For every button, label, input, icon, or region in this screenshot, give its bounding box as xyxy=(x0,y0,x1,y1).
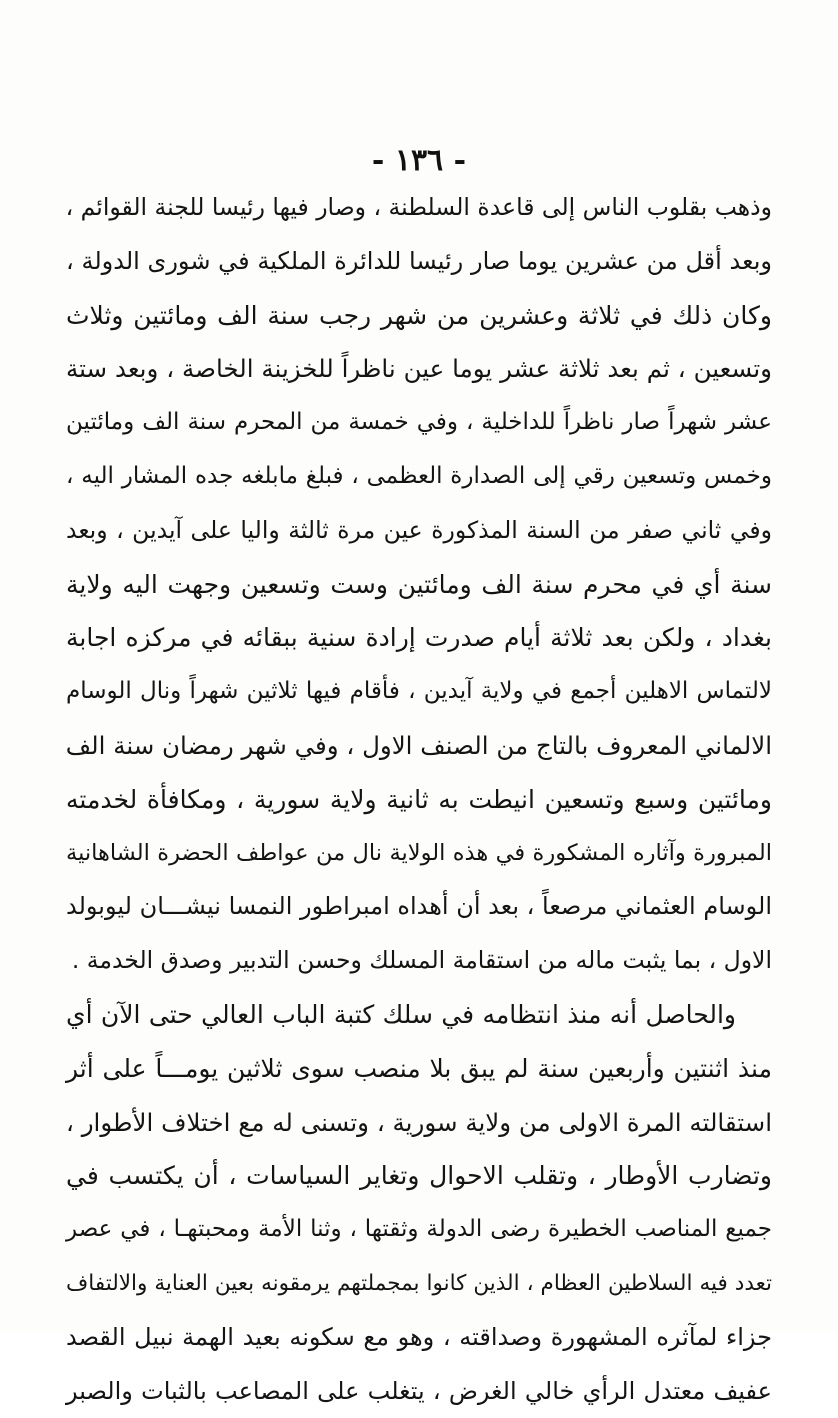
text-line: جزاء لمآثره المشهورة وصداقته ، وهو مع سكونه بعيد الهمة نبيل القصد xyxy=(66,1322,772,1351)
text-line: بغداد ، ولكن بعد ثلاثة أيام صدرت إرادة سنية ببقائه في مركزه اجابة xyxy=(66,623,772,653)
text-line: وذهب بقلوب الناس إلى قاعدة السلطنة ، وصار فيها رئيسا للجنة القوائم ، xyxy=(65,193,772,221)
text-line: ومائتين وسبع وتسعين انيطت به ثانية ولاية سورية ، ومكافأة لخدمته xyxy=(66,784,772,814)
text-line: عشر شهراً صار ناظراً للداخلية ، وفي خمسة من المحرم سنة الف ومائتين xyxy=(66,409,772,436)
text-line: سنة أي في محرم سنة الف ومائتين وست وتسعين وجهت اليه ولاية xyxy=(66,569,772,599)
text-line: وتضارب الأوطار ، وتقلب الاحوال وتغاير السياسات ، أن يكتسب في xyxy=(66,1161,772,1191)
text-line: استقالته المرة الاولى من ولاية سورية ، وتسنى له مع اختلاف الأطوار ، xyxy=(66,1107,772,1137)
text-line: وكان ذلك في ثلاثة وعشرين من شهر رجب سنة الف ومائتين وثلاث xyxy=(66,300,772,330)
text-line: تعدد فيه السلاطين العظام ، الذين كانوا بمجملتهم يرمقونه بعين العناية والالتفاف xyxy=(66,1270,772,1296)
text-line: المبرورة وآثاره المشكورة في هذه الولاية نال من عواطف الحضرة الشاهانية xyxy=(66,839,772,866)
text-line: الوسام العثماني مرصعاً ، بعد أن أهداه امبراطور النمسا نيشـــان ليوبولد xyxy=(66,892,772,921)
text-line: لالتماس الاهلين أجمع في ولاية آيدين ، فأقام فيها ثلاثين شهراً ونال الوسام xyxy=(66,678,772,705)
page-number: - ١٣٦ - xyxy=(371,143,467,178)
text-line: منذ اثنتين وأربعين سنة لم يبق بلا منصب سوى ثلاثين يومـــاً على أثر xyxy=(66,1053,772,1083)
text-line: عفيف معتدل الرأي خالي الغرض ، يتغلب على المصاعب بالثبات والصبر xyxy=(66,1376,772,1405)
paragraph-start-line: والحاصل أنه منذ انتظامه في سلك كتبة الباب العالي حتى الآن أي xyxy=(66,999,736,1029)
body-text xyxy=(66,181,772,1418)
text-line: وبعد أقل من عشرين يوما صار رئيسا للدائرة الملكية في شورى الدولة ، xyxy=(66,246,772,275)
paragraph-end-line: الاول ، بما يثبت ماله من استقامة المسلك وحسن التدبير وصدق الخدمة . xyxy=(71,946,772,975)
text-line: وتسعين ، ثم بعد ثلاثة عشر يوما عين ناظراً للخزينة الخاصة ، وبعد ستة xyxy=(66,354,772,384)
text-line: وخمس وتسعين رقي إلى الصدارة العظمى ، فبلغ مابلغه جده المشار اليه ، xyxy=(66,462,772,489)
text-line: الالماني المعروف بالتاج من الصنف الاول ، وفي شهر رمضان سنة الف xyxy=(65,730,772,760)
text-line: وفي ثاني صفر من السنة المذكورة عين مرة ثالثة واليا على آيدين ، وبعد xyxy=(66,515,772,544)
text-line: جميع المناصب الخطيرة رضى الدولة وثقتها ، وثنا الأمة ومحبتهـا ، في عصر xyxy=(66,1216,772,1243)
